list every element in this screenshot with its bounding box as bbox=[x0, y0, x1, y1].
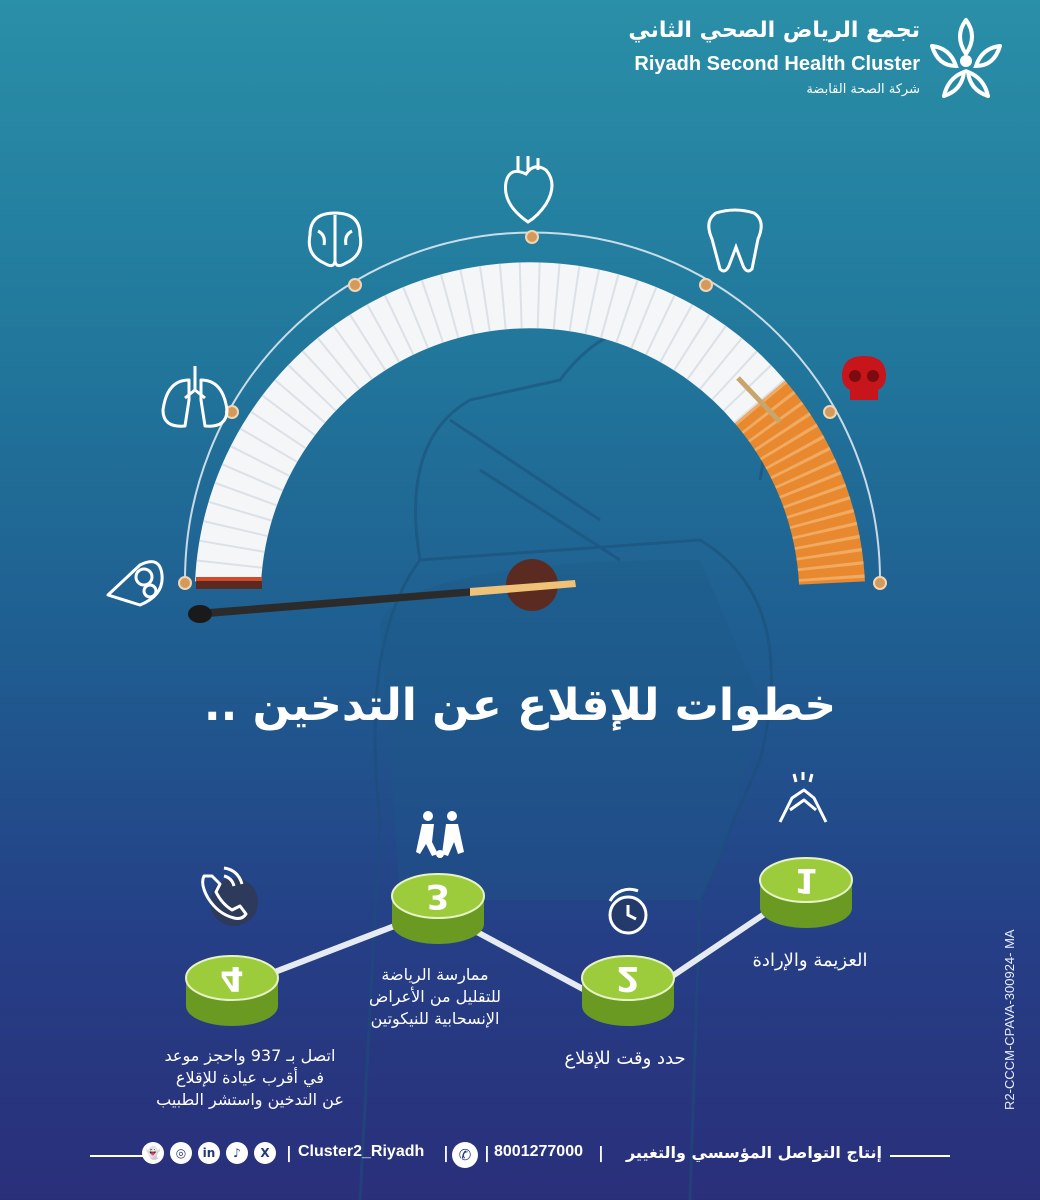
handshake-icon bbox=[770, 770, 836, 830]
footer-production: إنتاج التواصل المؤسسي والتغيير bbox=[625, 1143, 882, 1162]
step-3-number: 3 bbox=[426, 876, 450, 916]
lungs-icon bbox=[155, 360, 235, 436]
footer-divider-2: | bbox=[443, 1143, 449, 1162]
step-3-disc bbox=[390, 868, 486, 952]
step-4-disc bbox=[184, 950, 280, 1034]
footer-divider-3: | bbox=[484, 1143, 490, 1162]
snapchat-icon[interactable]: 👻 bbox=[142, 1142, 164, 1164]
heart-icon bbox=[498, 152, 558, 228]
step-2-disc bbox=[580, 950, 676, 1034]
phone-footer-icon: ✆ bbox=[452, 1142, 478, 1168]
stomach-icon bbox=[100, 545, 170, 615]
linkedin-icon[interactable]: in bbox=[198, 1142, 220, 1164]
footer-rule-right bbox=[890, 1155, 950, 1157]
step-1-label: العزيمة والإرادة bbox=[752, 950, 868, 971]
social-icons bbox=[142, 1142, 276, 1168]
step-4-number: 4 bbox=[220, 958, 244, 998]
step-2-label: حدد وقت للإقلاع bbox=[564, 1048, 686, 1069]
brand-english: Riyadh Second Health Cluster bbox=[634, 53, 920, 75]
footer-rule-left bbox=[90, 1155, 150, 1157]
x-icon[interactable]: X bbox=[254, 1142, 276, 1164]
cigarette-paper bbox=[228, 295, 760, 583]
step-4-label: اتصل بـ 937 واحجز موعد في أقرب عيادة للإقلاع عن التدخين واستشر الطبيب bbox=[156, 1046, 344, 1109]
brand-subtitle: شركة الصحة القابضة bbox=[806, 82, 920, 97]
star-flower-logo-icon bbox=[924, 14, 1008, 104]
footer-phone[interactable]: 8001277000 bbox=[494, 1143, 583, 1160]
phone-icon bbox=[190, 858, 262, 930]
skull-icon bbox=[838, 352, 890, 408]
brain-icon bbox=[300, 205, 370, 275]
step-3-label: ممارسة الرياضة للتقليل من الأعراض الإنسحابية للنيكوتين bbox=[369, 965, 501, 1028]
tiktok-icon[interactable]: ♪ bbox=[226, 1142, 248, 1164]
side-code: R2-CCCM-CPAVA-300924- MA bbox=[1002, 929, 1017, 1110]
brand-arabic: تجمع الرياض الصحي الثاني bbox=[628, 18, 920, 43]
footer-handle[interactable]: Cluster2_Riyadh bbox=[298, 1143, 425, 1160]
instagram-icon[interactable]: ◎ bbox=[170, 1142, 192, 1164]
step-1-number: 1 bbox=[794, 860, 818, 900]
tooth-icon bbox=[700, 205, 770, 277]
page-title: خطوات للإقلاع عن التدخين .. bbox=[203, 680, 837, 731]
footer bbox=[0, 1140, 1040, 1170]
footer-divider-1: | bbox=[286, 1143, 292, 1162]
step-1-disc bbox=[758, 852, 854, 936]
clock-icon bbox=[600, 885, 654, 939]
step-2-number: 2 bbox=[616, 958, 640, 998]
football-players-icon bbox=[410, 808, 470, 860]
footer-divider-4: | bbox=[598, 1143, 604, 1162]
